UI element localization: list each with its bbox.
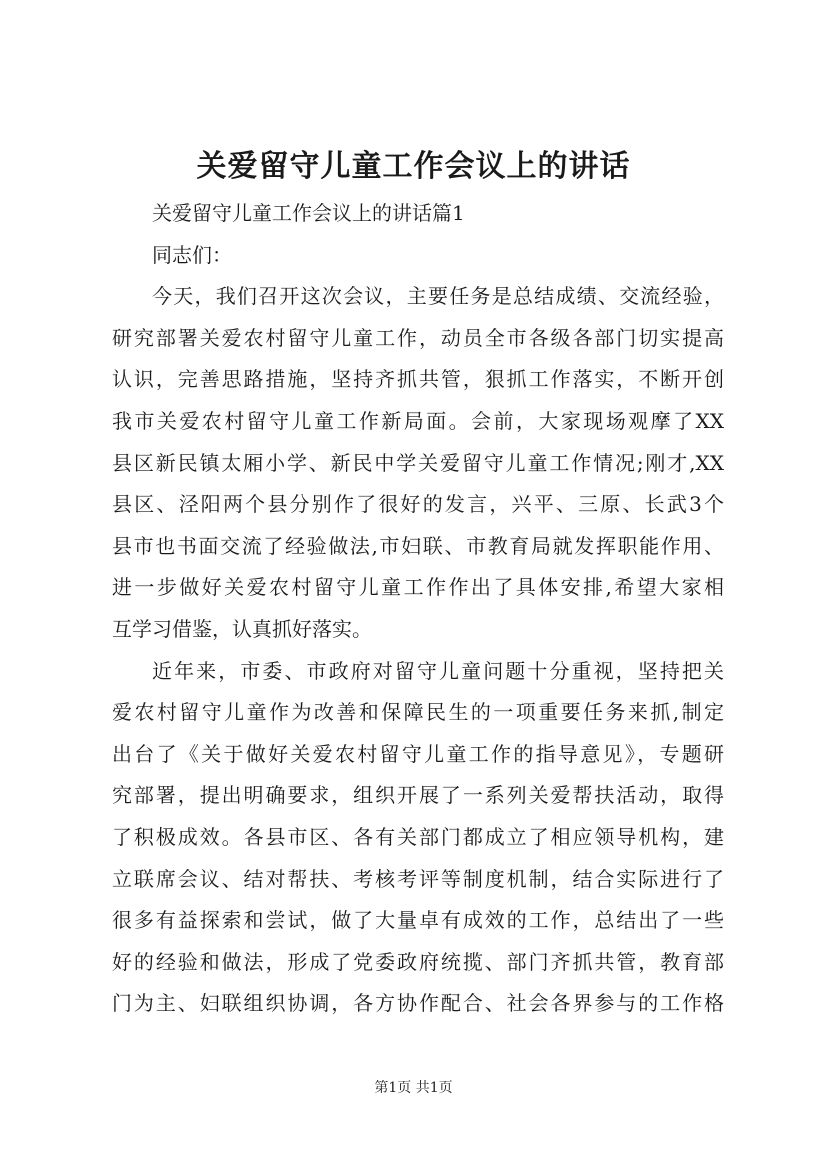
paragraph-1-line: 县区新民镇太厢小学、新民中学关爱留守儿童工作情况;刚才,XX (112, 450, 724, 475)
paragraph-2-line: 门为主、妇联组织协调，各方协作配合、社会各界参与的工作格 (112, 991, 724, 1016)
paragraph-1-line: 县区、泾阳两个县分别作了很好的发言，兴平、三原、长武3个 (112, 492, 724, 517)
section-heading: 关爱留守儿童工作会议上的讲话篇1 (152, 201, 465, 225)
paragraph-1-line: 研究部署关爱农村留守儿童工作，动员全市各级各部门切实提高 (112, 325, 724, 350)
paragraph-2-line: 究部署，提出明确要求，组织开展了一系列关爱帮扶活动，取得 (112, 783, 724, 808)
paragraph-1-line: 县市也书面交流了经验做法,市妇联、市教育局就发挥职能作用、 (112, 533, 724, 558)
paragraph-1-line: 今天，我们召开这次会议，主要任务是总结成绩、交流经验， (152, 284, 724, 309)
salutation: 同志们： (152, 242, 232, 267)
paragraph-2-line: 很多有益探索和尝试，做了大量卓有成效的工作，总结出了一些 (112, 908, 724, 933)
paragraph-2-line: 爱农村留守儿童作为改善和保障民生的一项重要任务来抓,制定 (112, 700, 724, 725)
document-body (112, 193, 724, 1025)
paragraph-1-line: 我市关爱农村留守儿童工作新局面。会前，大家现场观摩了XX (112, 408, 724, 433)
document-title: 关爱留守儿童工作会议上的讲话 (196, 149, 631, 184)
paragraph-2-line: 出台了《关于做好关爱农村留守儿童工作的指导意见》，专题研 (112, 741, 724, 766)
paragraph-1-line: 认识，完善思路措施，坚持齐抓共管，狠抓工作落实，不断开创 (112, 367, 724, 392)
paragraph-1-line: 互学习借鉴，认真抓好落实。 (112, 616, 372, 641)
paragraph-2-line: 近年来，市委、市政府对留守儿童问题十分重视，坚持把关 (152, 658, 724, 683)
page-footer: 第1页 共1页 (374, 1080, 453, 1096)
paragraph-2-line: 好的经验和做法，形成了党委政府统揽、部门齐抓共管，教育部 (112, 949, 724, 974)
paragraph-2-line: 了积极成效。各县市区、各有关部门都成立了相应领导机构，建 (112, 824, 724, 849)
paragraph-1-line: 进一步做好关爱农村留守儿童工作作出了具体安排,希望大家相 (112, 575, 724, 600)
paragraph-2-line: 立联席会议、结对帮扶、考核考评等制度机制，结合实际进行了 (112, 866, 724, 891)
